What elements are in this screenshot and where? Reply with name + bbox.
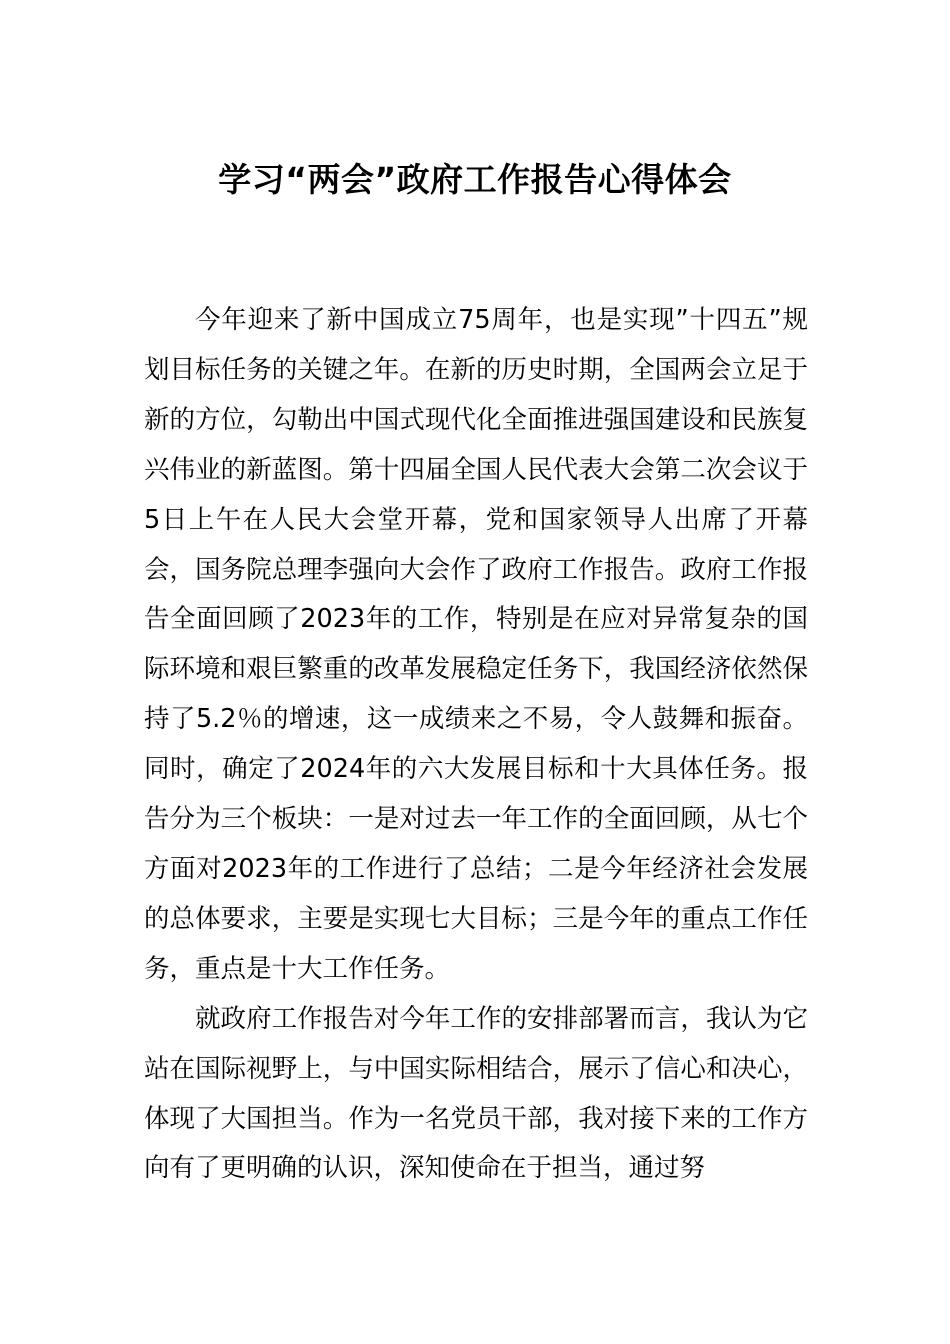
document-body (144, 296, 808, 1194)
document-title: 学习“两会”政府工作报告心得体会 (218, 160, 732, 199)
paragraph-2: 就政府工作报告对今年工作的安排部署而言，我认为它站在国际视野上，与中国实际相结合，展示了信心和决心，体现了大国担当。作为一名党员干部，我对接下来的工作方向有了更明确的认识，深知使命在于担当，通过努 (144, 1003, 808, 1184)
paragraph-1: 今年迎来了新中国成立75周年，也是实现”十四五”规划目标任务的关键之年。在新的历史时期，全国两会立足于新的方位，勾勒出中国式现代化全面推进强国建设和民族复兴伟业的新蓝图。第十四届全国人民代表大会第二次会议于5日上午在人民大会堂开幕，党和国家领导人出席了开幕会，国务院总理李强向大会作了政府工作报告。政府工作报告全面回顾了2023年的工作，特别是在应对异常复杂的国际环境和艰巨繁重的改革发展稳定任务下，我国经济依然保持了5.2％的增速，这一成绩来之不易，令人鼓舞和振奋。同时，确定了2024年的六大发展目标和十大具体任务。报告分为三个板块：一是对过去一年工作的全面回顾，从七个方面对2023年的工作进行了总结；二是今年经济社会发展的总体要求，主要是实现七大目标；三是今年的重点工作任务，重点是十大工作任务。 (144, 305, 808, 984)
